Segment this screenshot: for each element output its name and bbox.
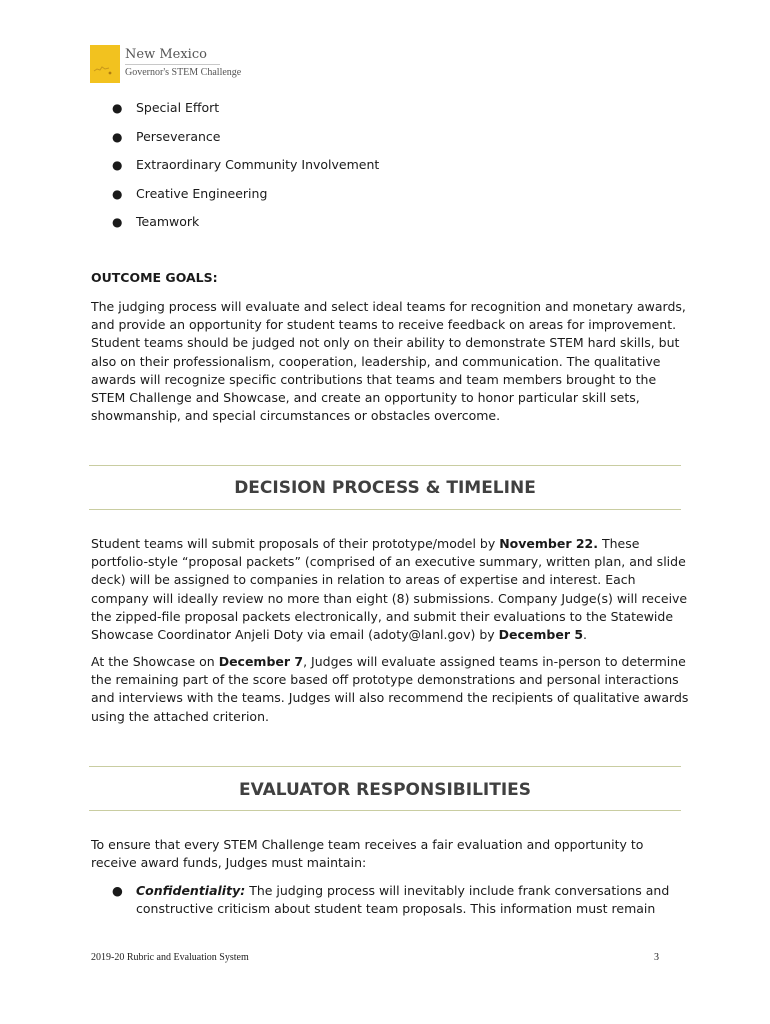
deadline-proposals: November 22. bbox=[499, 536, 599, 551]
section-divider-top bbox=[89, 465, 681, 466]
list-item-text: Extraordinary Community Involvement bbox=[136, 157, 380, 173]
list-item bbox=[112, 882, 692, 918]
logo-divider bbox=[125, 64, 220, 65]
decision-process-title: DECISION PROCESS & TIMELINE bbox=[234, 478, 536, 498]
footer-document-title: 2019-20 Rubric and Evaluation System bbox=[91, 952, 249, 963]
list-item bbox=[112, 99, 379, 128]
bullet-icon: ● bbox=[112, 129, 123, 144]
section-divider-bottom bbox=[89, 810, 681, 811]
list-item bbox=[112, 185, 379, 214]
program-logo bbox=[90, 45, 260, 85]
list-item bbox=[112, 156, 379, 185]
bullet-icon: ● bbox=[112, 186, 123, 201]
decision-paragraph-2 bbox=[91, 653, 691, 726]
logo-text-program: Governor's STEM Challenge bbox=[125, 67, 242, 78]
outcome-goals-paragraph: The judging process will evaluate and select ideal teams for recognition and monetary awards, and provide an opportunity for student teams to receive feedback on areas for improvement. Student teams should be judged not only on their ability to demonstrate STEM hard skills, but also on their professionalism, cooperation, leadership, and communication. The qualitative awards will recognize specific contributions that teams and team members brought to the STEM Challenge and Showcase, and create an opportunity to honor particular skill sets, showmanship, and special circumstances or obstacles overcome. bbox=[91, 299, 686, 424]
outcome-goals-heading: OUTCOME GOALS: bbox=[91, 270, 218, 285]
section-divider-top bbox=[89, 766, 681, 767]
text-run: At the Showcase on bbox=[91, 654, 219, 669]
page-number: 3 bbox=[654, 952, 659, 963]
new-mexico-state-icon bbox=[90, 45, 120, 83]
bullet-icon: ● bbox=[112, 158, 123, 173]
text-run: Student teams will submit proposals of their prototype/model by bbox=[91, 536, 500, 551]
text-run: . bbox=[583, 627, 588, 643]
evaluator-responsibilities-title: EVALUATOR RESPONSIBILITIES bbox=[238, 780, 532, 800]
deadline-evaluations: December 5 bbox=[498, 627, 584, 643]
decision-paragraph-1 bbox=[91, 535, 691, 644]
list-item bbox=[112, 213, 379, 242]
list-item-text: Perseverance bbox=[136, 128, 221, 144]
text-run: These portfolio-style “proposal packets” (comprised of an executive summary, written plan, and slide deck) will be assigned to companies in relation to areas of expertise and interest. Each company will ideally review no more than eight (8) submissions. Company Judge(s) will receive the zipped-file proposal packets electronically, and submit their evaluations to the Statewide Showcase Coordinator Anjeli Doty via email (adoty@lanl.gov) by bbox=[91, 536, 688, 643]
showcase-date: December 7 bbox=[218, 654, 304, 669]
list-item-text: Special Effort bbox=[136, 100, 220, 115]
bullet-icon: ● bbox=[112, 101, 123, 115]
list-item-text: Creative Engineering bbox=[136, 185, 268, 201]
responsibilities-list bbox=[112, 882, 692, 918]
evaluator-intro-paragraph: To ensure that every STEM Challenge team receives a fair evaluation and opportunity to receive award funds, Judges must maintain: bbox=[91, 837, 644, 871]
bullet-icon: ● bbox=[112, 215, 123, 230]
list-item bbox=[112, 128, 379, 157]
logo-text-state: New Mexico bbox=[125, 47, 207, 62]
list-item-text: Teamwork bbox=[136, 214, 200, 230]
confidentiality-term: Confidentiality: bbox=[136, 883, 246, 898]
section-divider-bottom bbox=[89, 509, 681, 510]
criteria-list bbox=[112, 99, 379, 242]
bullet-icon: ● bbox=[112, 883, 123, 898]
text-run: , Judges will evaluate assigned teams in-person to determine the remaining part of the score based off prototype demonstrations and personal interactions and interviews with the teams. Judges will also recommend the recipients of qualitative awards using the attached criterion. bbox=[91, 654, 689, 724]
list-item-text: The judging process will inevitably include frank conversations and constructive criticism about student team proposals. This information must remain bbox=[136, 883, 670, 917]
